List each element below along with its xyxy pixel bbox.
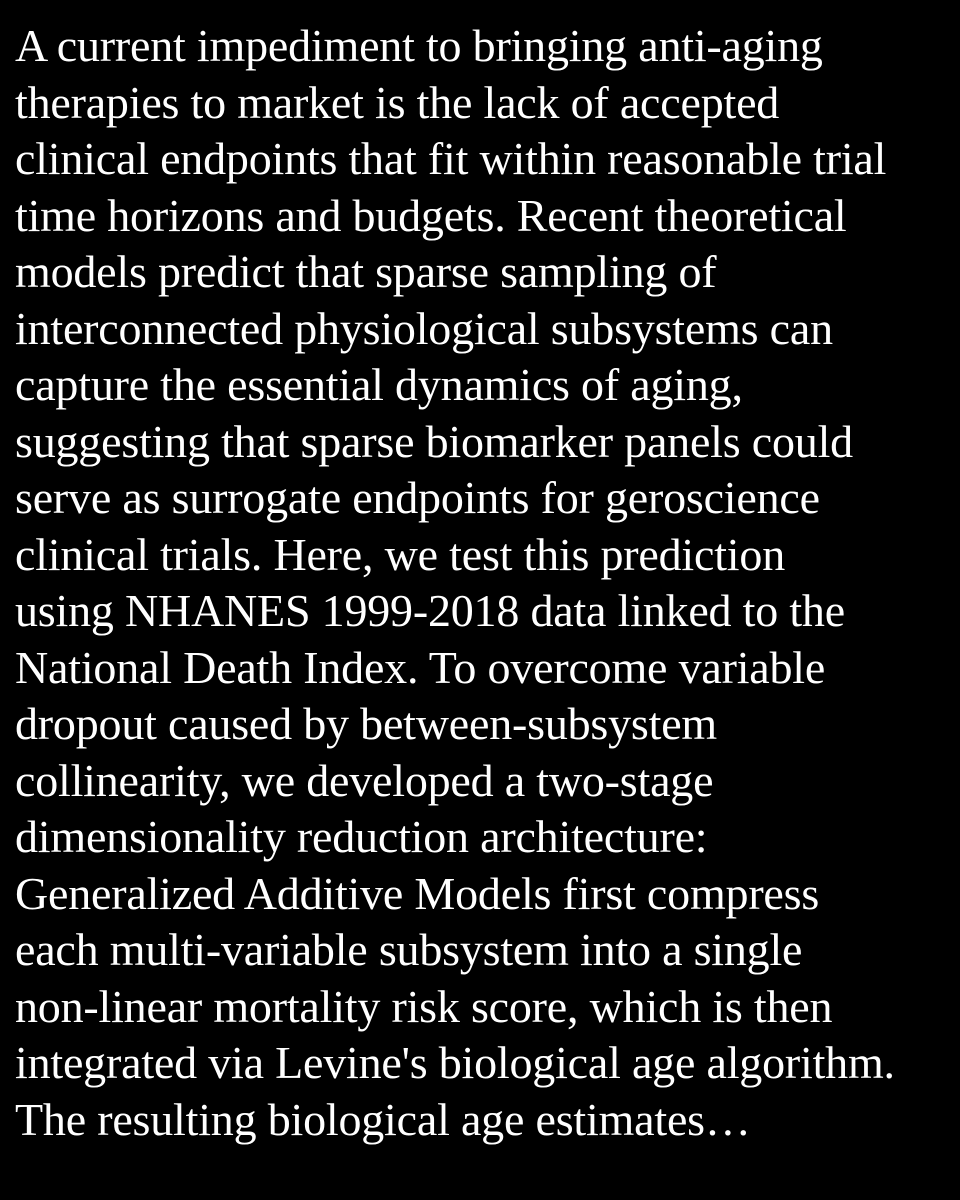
text-line: suggesting that sparse biomarker panels could bbox=[15, 415, 853, 467]
text-line: Generalized Additive Models first compress bbox=[15, 867, 820, 919]
text-line: time horizons and budgets. Recent theoretical bbox=[15, 189, 847, 241]
text-line: interconnected physiological subsystems can bbox=[15, 302, 833, 354]
text-line: using NHANES 1999-2018 data linked to the bbox=[15, 585, 845, 636]
abstract-text bbox=[15, 18, 955, 1148]
text-line: dropout caused by between-subsystem bbox=[15, 698, 718, 749]
text-line: non-linear mortality risk score, which is then bbox=[15, 980, 833, 1032]
text-line: clinical endpoints that fit within reasonable trial bbox=[15, 133, 887, 184]
text-line: A current impediment to bringing anti-aging bbox=[15, 20, 823, 71]
text-line: National Death Index. To overcome variable bbox=[15, 641, 826, 693]
text-line: integrated via Levine's biological age algorithm. bbox=[15, 1037, 895, 1088]
text-line: collinearity, we developed a two-stage bbox=[15, 754, 714, 806]
text-line: models predict that sparse sampling of bbox=[15, 246, 717, 297]
text-line: The resulting biological age estimates… bbox=[15, 1093, 751, 1145]
text-line: each multi-variable subsystem into a single bbox=[15, 924, 803, 975]
text-line: serve as surrogate endpoints for geroscience bbox=[15, 472, 820, 523]
text-line: therapies to market is the lack of accepted bbox=[15, 76, 780, 128]
text-line: capture the essential dynamics of aging, bbox=[15, 359, 743, 410]
text-line: clinical trials. Here, we test this prediction bbox=[15, 528, 785, 580]
text-line: dimensionality reduction architecture: bbox=[15, 811, 708, 862]
